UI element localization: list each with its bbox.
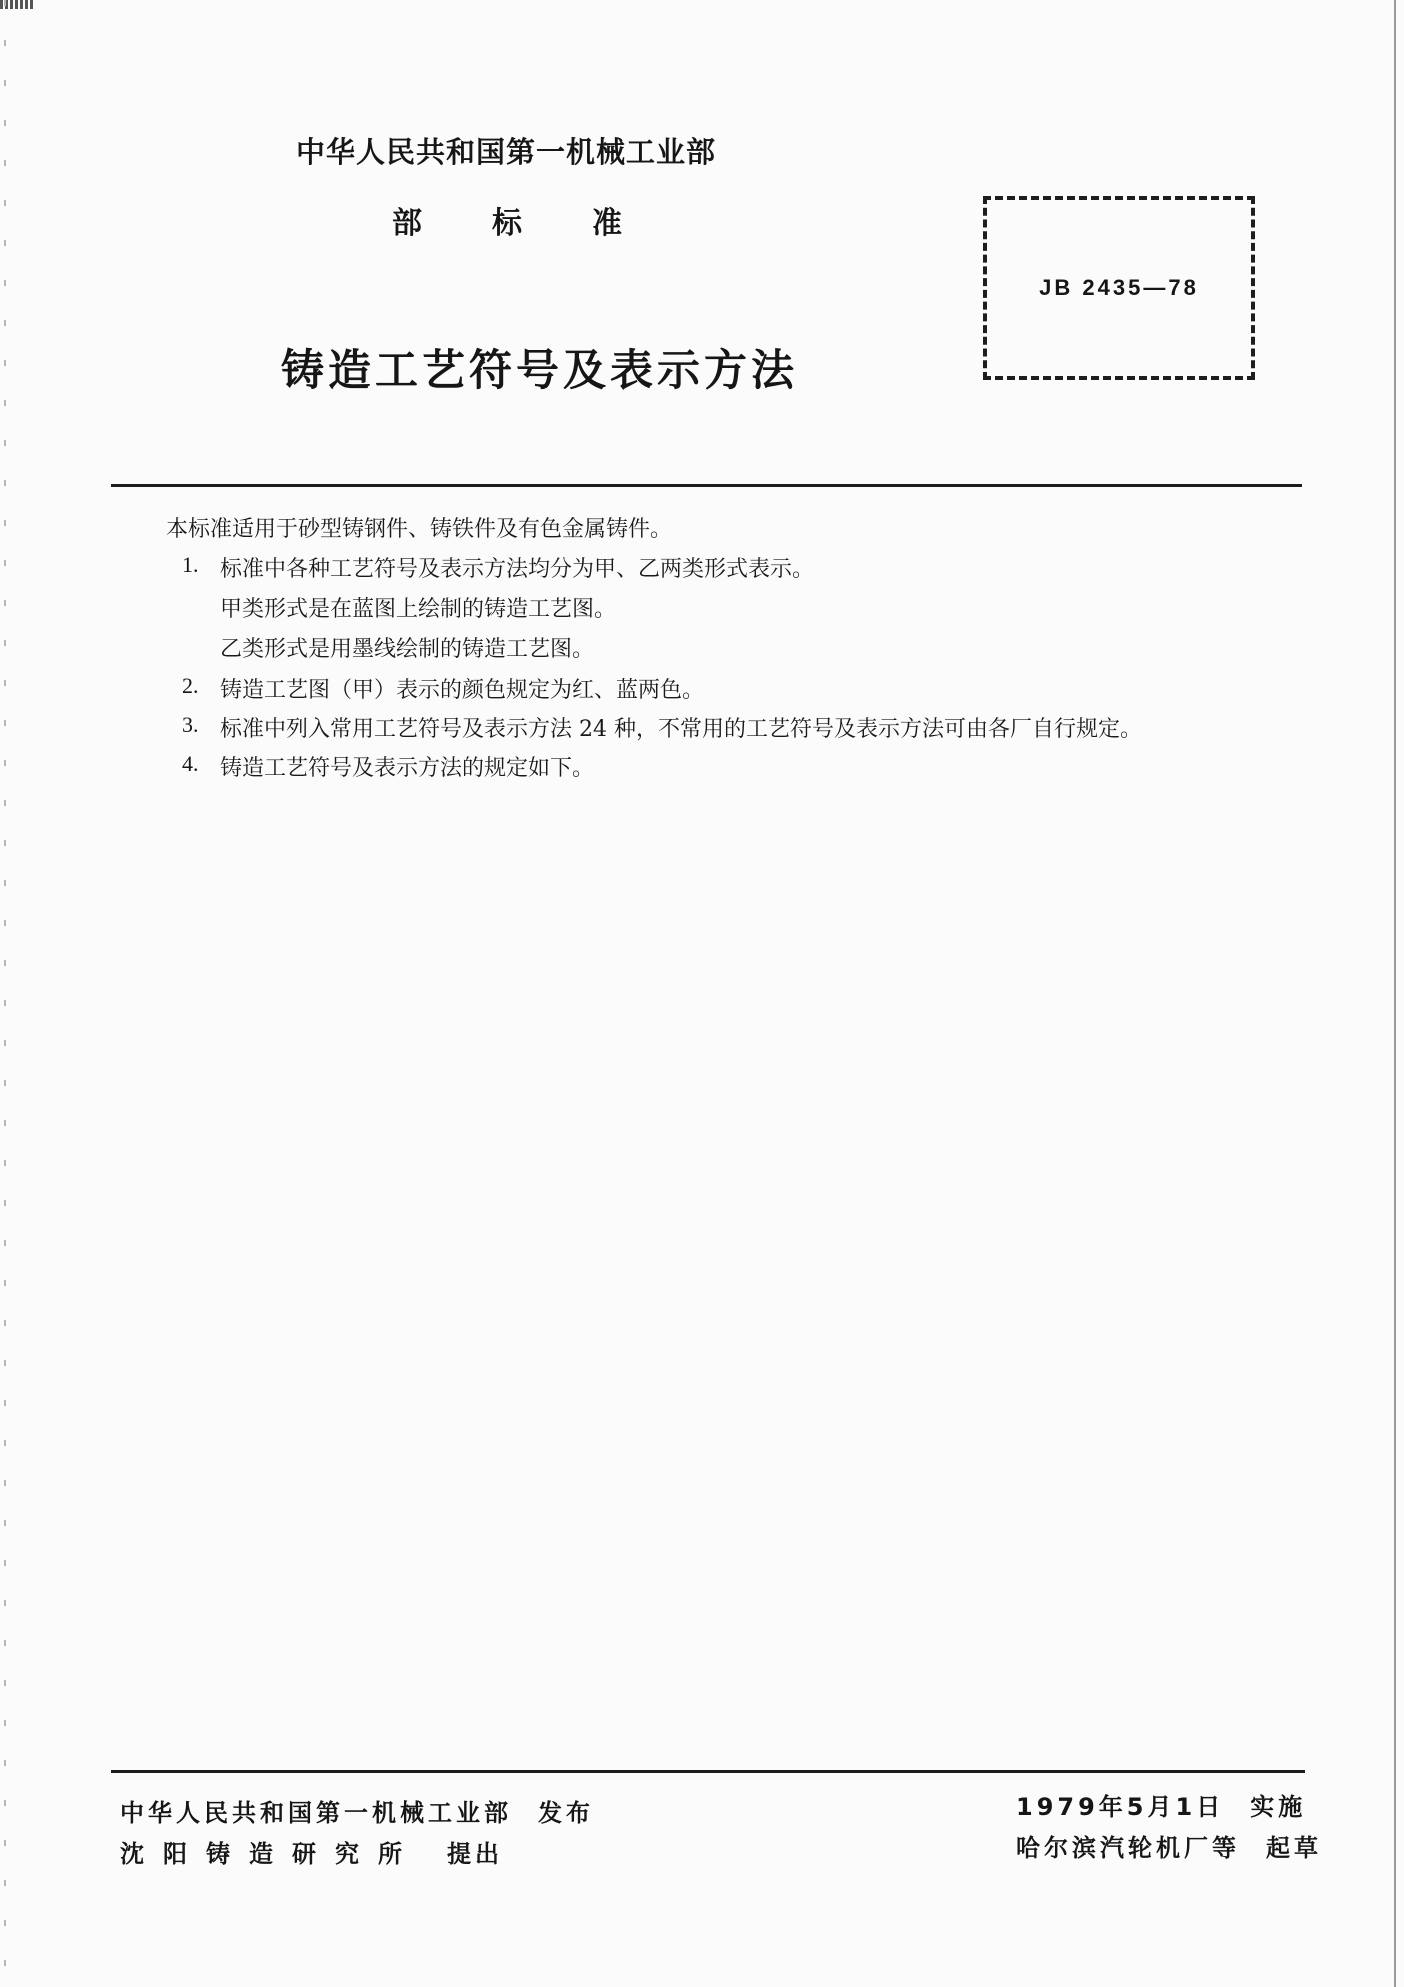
ministry-name: 中华人民共和国第一机械工业部 xyxy=(296,135,717,169)
item-text: 标准中列入常用工艺符号及表示方法 24 种，不常用的工艺符号及表示方法可由各厂自行规定。 xyxy=(220,717,1142,742)
effective-date: 1979年5月1日 xyxy=(1016,1793,1225,1821)
standard-code-box xyxy=(983,196,1255,380)
drafter-name: 哈尔滨汽轮机厂等 xyxy=(1016,1834,1240,1862)
issuer-name: 中华人民共和国第一机械工业部 xyxy=(120,1799,512,1827)
proposer-name: 沈阳铸造研究所 xyxy=(120,1840,421,1868)
footer-issuer-line xyxy=(120,1793,594,1828)
proposer-action: 提出 xyxy=(447,1840,503,1868)
intro-paragraph: 本标准适用于砂型铸钢件、铸铁件及有色金属铸件。 xyxy=(166,517,673,542)
item-subtext: 甲类形式是在蓝图上绘制的铸造工艺图。 xyxy=(220,597,617,622)
item-number: 2. xyxy=(182,673,199,698)
item-text: 铸造工艺图（甲）表示的颜色规定为红、蓝两色。 xyxy=(220,678,705,703)
effective-action: 实施 xyxy=(1250,1793,1307,1821)
drafter-action: 起草 xyxy=(1266,1834,1322,1862)
footer-effective-line xyxy=(1016,1787,1306,1822)
issuer-action: 发布 xyxy=(538,1799,594,1827)
scan-left-edge xyxy=(4,0,6,1987)
footer-drafter-line xyxy=(1016,1828,1322,1863)
header-divider xyxy=(111,484,1302,487)
scan-right-edge xyxy=(1394,0,1396,1987)
footer-divider xyxy=(111,1770,1305,1773)
item-text: 铸造工艺符号及表示方法的规定如下。 xyxy=(220,756,595,781)
item-text: 标准中各种工艺符号及表示方法均分为甲、乙两类形式表示。 xyxy=(220,557,815,582)
item-number: 3. xyxy=(182,712,199,737)
document-title: 铸造工艺符号及表示方法 xyxy=(281,346,798,396)
standard-label: 部标准 xyxy=(392,206,692,241)
footer-proposer-line xyxy=(120,1834,503,1869)
item-number: 4. xyxy=(182,751,199,776)
item-number: 1. xyxy=(182,552,199,577)
standard-code: JB 2435—78 xyxy=(1039,275,1199,300)
item-subtext: 乙类形式是用墨线绘制的铸造工艺图。 xyxy=(220,637,595,662)
